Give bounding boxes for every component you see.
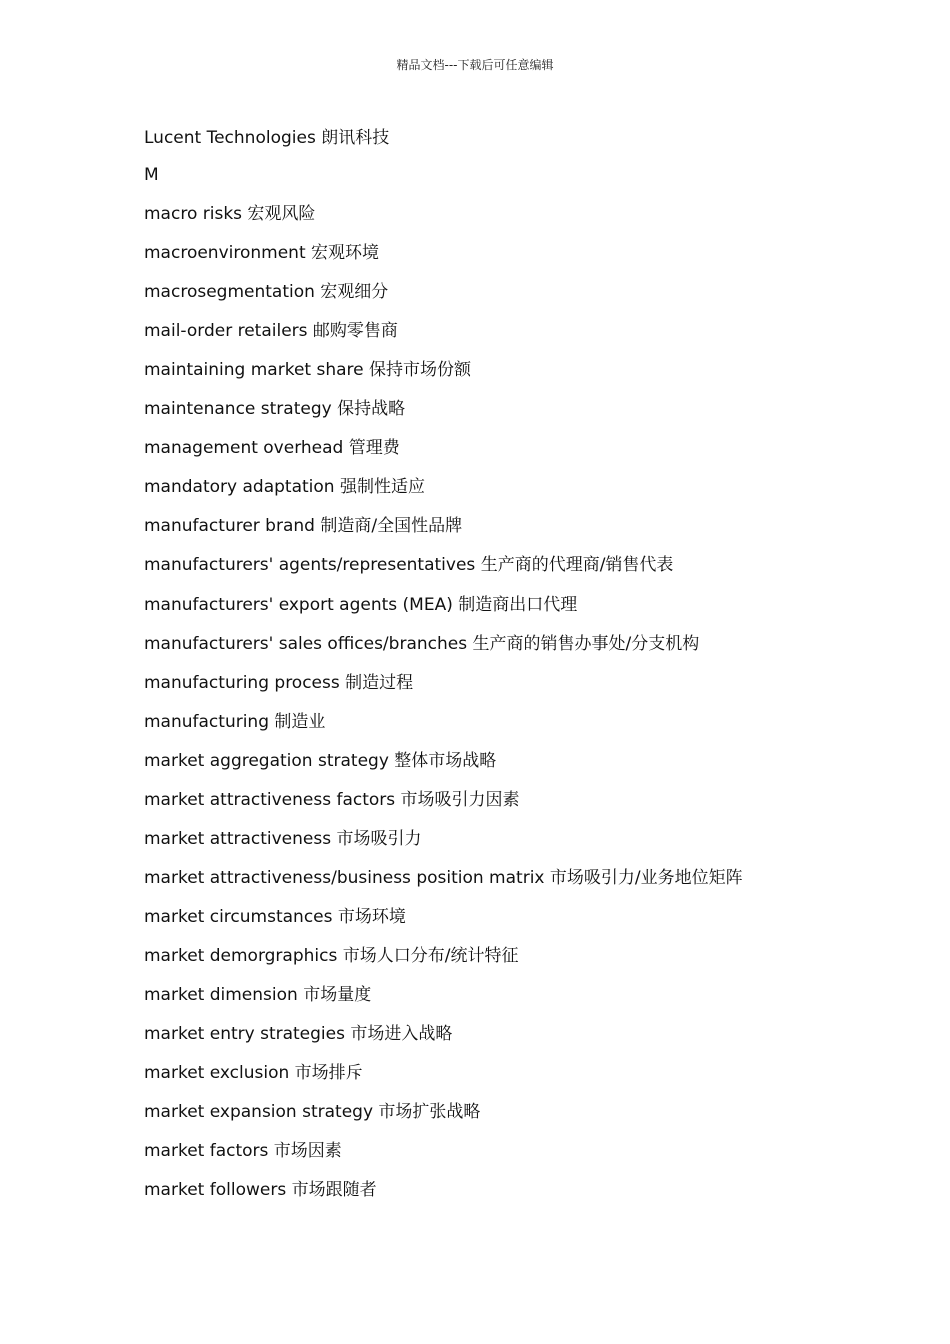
glossary-entry-list	[144, 126, 904, 1217]
glossary-entry: macroenvironment 宏观环境	[144, 243, 380, 264]
section-letter-heading: M	[144, 165, 159, 185]
glossary-entry: market attractiveness factors 市场吸引力因素	[144, 789, 520, 810]
glossary-entry: maintaining market share 保持市场份额	[144, 360, 472, 381]
glossary-entry: mail-order retailers 邮购零售商	[144, 321, 398, 342]
glossary-entry: manufacturers' sales offices/branches 生产商的销售办事处/分支机构	[144, 633, 700, 654]
glossary-entry: manufacturer brand 制造商/全国性品牌	[144, 516, 463, 537]
glossary-entry: manufacturing process 制造过程	[144, 672, 414, 693]
glossary-entry: market factors 市场因素	[144, 1141, 342, 1162]
glossary-entry: market attractiveness 市场吸引力	[144, 828, 422, 849]
glossary-entry: Lucent Technologies 朗讯科技	[144, 128, 390, 148]
glossary-entry: market entry strategies 市场进入战略	[144, 1024, 453, 1045]
glossary-entry: market circumstances 市场环境	[144, 906, 406, 927]
glossary-entry: market demorgraphics 市场人口分布/统计特征	[144, 945, 519, 966]
glossary-entry: market expansion strategy 市场扩张战略	[144, 1102, 481, 1123]
glossary-entry: manufacturing 制造业	[144, 711, 326, 732]
glossary-entry: market dimension 市场量度	[144, 984, 372, 1005]
glossary-entry: management overhead 管理费	[144, 438, 400, 459]
page-header: 精品文档---下载后可任意编辑	[396, 58, 554, 72]
glossary-entry: maintenance strategy 保持战略	[144, 399, 406, 420]
glossary-entry: market aggregation strategy 整体市场战略	[144, 750, 497, 771]
glossary-entry: macrosegmentation 宏观细分	[144, 282, 389, 303]
glossary-entry: mandatory adaptation 强制性适应	[144, 477, 425, 498]
glossary-entry: macro risks 宏观风险	[144, 204, 316, 225]
glossary-entry: market followers 市场跟随者	[144, 1180, 377, 1201]
glossary-entry: manufacturers' agents/representatives 生产商的代理商/销售代表	[144, 555, 674, 576]
glossary-entry: manufacturers' export agents (MEA) 制造商出口代理	[144, 594, 578, 615]
glossary-entry: market attractiveness/business position matrix 市场吸引力/业务地位矩阵	[144, 867, 743, 888]
glossary-entry: market exclusion 市场排斥	[144, 1063, 363, 1084]
